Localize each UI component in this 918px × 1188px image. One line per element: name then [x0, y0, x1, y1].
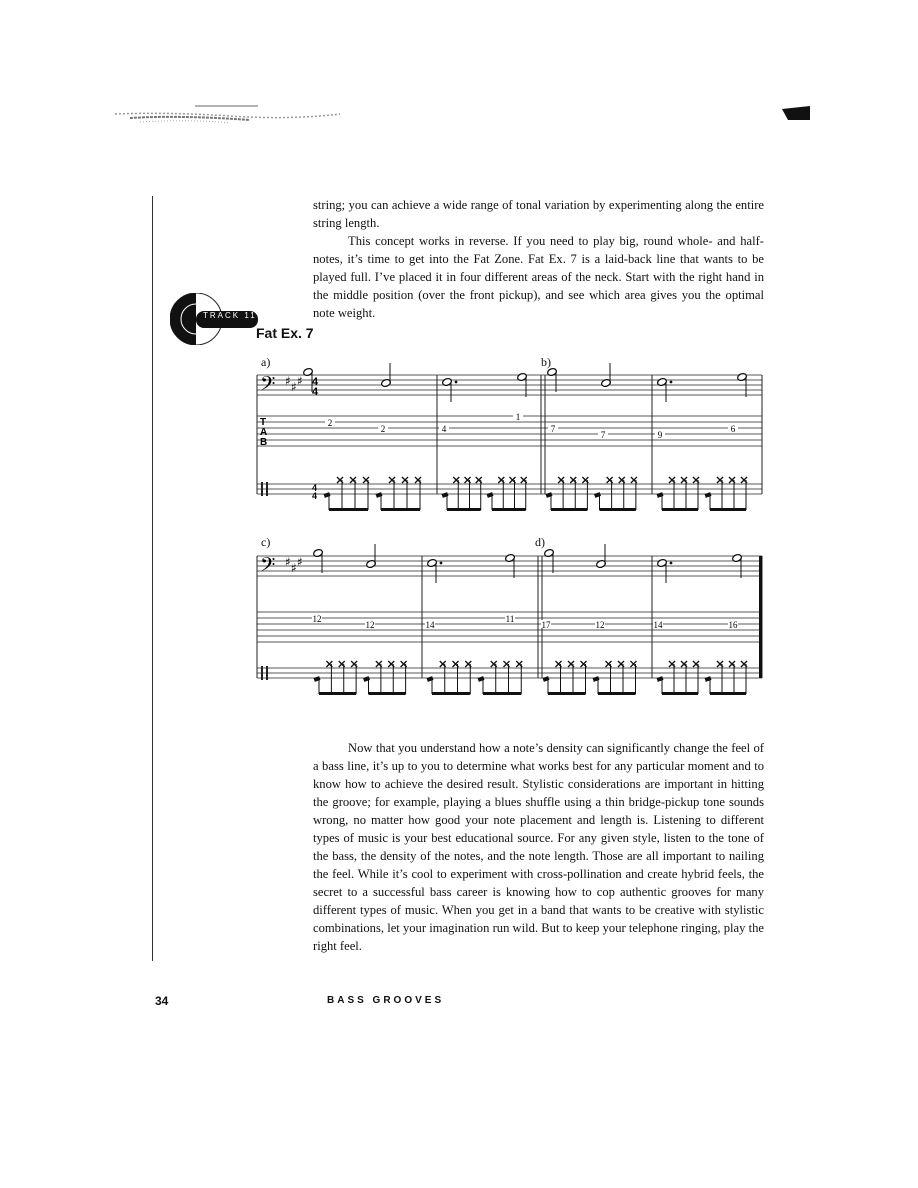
sharp-icon: ♯	[297, 555, 303, 569]
notation-system-1	[257, 363, 762, 511]
beam	[600, 508, 636, 511]
fret-number: 1	[515, 412, 521, 422]
beam	[381, 508, 420, 511]
intro-paragraph-2: This concept works in reverse. If you need to play big, round whole- and half-notes, it’s time to get into the Fat Zone. Fat Ex. 7 is a laid-back line that wants to be played full. I’ve placed it in four different areas of the neck. Start with the right hand in the middle position (over the front pickup), and see which area gives you the optimal note weight.	[313, 234, 764, 320]
fret-number: 4	[441, 424, 447, 434]
beam	[710, 692, 746, 695]
fret-number: 6	[730, 424, 736, 434]
section-label-d: d)	[535, 535, 545, 549]
sharp-icon: ♯	[291, 561, 297, 575]
beam	[598, 692, 636, 695]
bass-clef: 𝄢	[260, 553, 276, 581]
perc-clef	[266, 666, 268, 680]
fret-number: 7	[550, 424, 556, 434]
section-label-a: a)	[261, 355, 271, 369]
example-title: Fat Ex. 7	[256, 325, 314, 341]
beam	[483, 692, 521, 695]
fret-number: 14	[425, 620, 435, 630]
note-dot	[670, 381, 673, 384]
perc-clef	[266, 482, 268, 496]
bass-clef: 𝄢	[260, 372, 276, 400]
fret-number: 2	[327, 418, 333, 428]
fret-number: 2	[380, 424, 386, 434]
fret-number: 12	[312, 614, 322, 624]
note-dot	[440, 562, 443, 565]
page-number: 34	[155, 994, 169, 1008]
beam	[432, 692, 470, 695]
sharp-icon: ♯	[285, 555, 291, 569]
time-signature-top: 4	[312, 376, 319, 388]
fret-number: 16	[728, 620, 738, 630]
fret-number: 9	[657, 430, 663, 440]
notation-system-2	[257, 544, 762, 695]
beam	[548, 692, 586, 695]
intro-paragraph-1: string; you can achieve a wide range of tonal variation by experimenting along the entire string length.	[313, 198, 764, 230]
beam	[662, 508, 698, 511]
sharp-icon: ♯	[285, 374, 291, 388]
fret-number: 12	[595, 620, 605, 630]
time-signature-bottom: 4	[312, 386, 319, 398]
beam	[329, 508, 368, 511]
track-label: TRACK 11	[203, 311, 257, 320]
beam	[551, 508, 587, 511]
fret-number: 17	[541, 620, 551, 630]
beam	[369, 692, 406, 695]
tab-letter: A	[260, 427, 268, 438]
tab-letter: T	[260, 417, 267, 428]
fret-number: 7	[600, 430, 606, 440]
rhythm-time-top: 4	[312, 483, 318, 493]
closing-paragraph: Now that you understand how a note’s density can significantly change the feel of a bass line, it’s up to you to determine what works best for any particular moment and to know how to achieve the desired result. Stylistic considerations are important in hitting the groove; for example, playing a blues shuffle using a thin bridge-pickup tone sounds wrong, no matter how good your note placement and length is. Listening to different types of music is your best educational source. For any given style, listen to the tone of the bass, the density of the notes, and the note length. Those are all important to nailing the feel. While it’s cool to experiment with cross-pollination and create hybrid feels, the secret to a successful bass career is knowing how to cop authentic grooves for many different types of music. When you get in a band that wants to be creative with stylistic combinations, let your imagination run wild. But to keep your telephone ringing, play the right feel.	[313, 741, 764, 953]
sharp-icon: ♯	[291, 380, 297, 394]
perc-clef	[261, 482, 263, 496]
perc-clef	[261, 666, 263, 680]
beam	[319, 692, 356, 695]
sharp-icon: ♯	[297, 374, 303, 388]
section-label-b: b)	[541, 355, 551, 369]
beam	[492, 508, 526, 511]
tab-letter: B	[260, 437, 268, 448]
beam	[447, 508, 481, 511]
fret-number: 11	[505, 614, 515, 624]
section-label-c: c)	[261, 535, 271, 549]
final-barline	[759, 556, 762, 678]
note-dot	[455, 381, 458, 384]
rhythm-time-bottom: 4	[312, 491, 318, 501]
fret-number: 12	[365, 620, 375, 630]
beam	[710, 508, 746, 511]
book-title: BASS GROOVES	[327, 995, 445, 1006]
fret-number: 14	[653, 620, 663, 630]
beam	[662, 692, 698, 695]
note-dot	[670, 562, 673, 565]
